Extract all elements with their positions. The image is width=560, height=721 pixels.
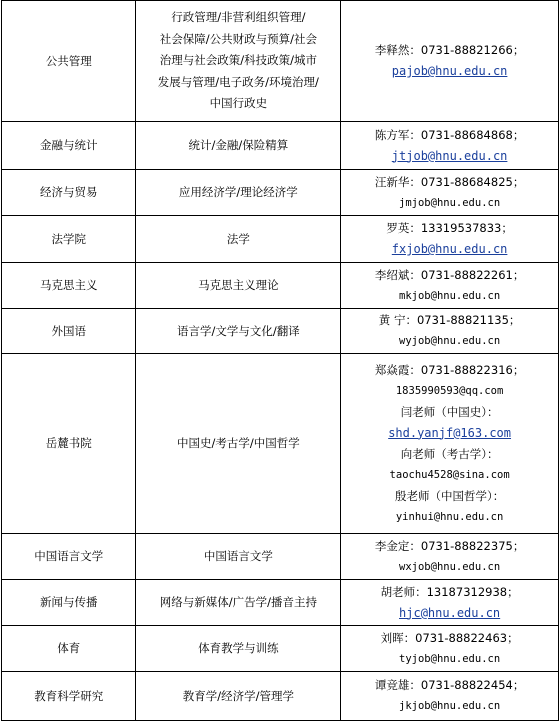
major-line: 语言学/文学与文化/翻译 <box>176 323 300 338</box>
contact-cell <box>341 580 559 626</box>
majors-cell <box>136 216 341 263</box>
major-line: 体育教学与训练 <box>198 641 279 655</box>
majors-cell <box>136 170 341 216</box>
recruitment-table <box>1 0 559 721</box>
contact-email[interactable]: shd.yanjf@163.com <box>388 425 512 440</box>
contact-email: 1835990593@qq.com <box>395 384 504 397</box>
contact-name: 李释然：0731-88821266； <box>374 43 525 57</box>
table-row <box>2 263 559 309</box>
contact-cell <box>341 170 559 216</box>
contact-name: 谭竞雄：0731-88822454； <box>374 678 525 692</box>
table-body <box>2 1 559 721</box>
contact-name: 胡老师：13187312938； <box>380 584 519 599</box>
contact-name: 闫老师（中国史）： <box>400 404 499 419</box>
contact-cell <box>341 626 559 672</box>
contact-cell <box>341 216 559 263</box>
contact-email: wxjob@hnu.edu.cn <box>399 560 501 573</box>
college-cell: 法学院 <box>2 216 136 263</box>
contact-name: 罗英：13319537833； <box>386 221 513 235</box>
majors-cell <box>136 1 341 122</box>
college-cell: 体育 <box>2 626 136 672</box>
majors-cell <box>136 626 341 672</box>
contact-cell <box>341 122 559 170</box>
major-line: 中国语言文学 <box>203 549 273 563</box>
contact-name: 李金定：0731-88822375； <box>374 538 525 553</box>
major-line: 网络与新媒体/广告学/播音主持 <box>159 595 317 609</box>
contact-name: 殷老师（中国哲学）： <box>394 488 505 503</box>
contact-cell <box>341 263 559 309</box>
table-row <box>2 309 559 354</box>
contact-name: 李绍斌：0731-88822261； <box>374 267 525 282</box>
major-line: 中国行政史 <box>209 96 268 111</box>
contact-cell <box>341 354 559 534</box>
contact-cell <box>341 534 559 580</box>
contact-name: 黄 宁：0731-88821135； <box>378 313 521 327</box>
contact-email: jkjob@hnu.edu.cn <box>399 700 501 712</box>
contact-cell <box>341 309 559 354</box>
contact-email[interactable]: hjc@hnu.edu.cn <box>399 605 501 620</box>
majors-cell <box>136 534 341 580</box>
college-cell: 外国语 <box>2 309 136 354</box>
table-row <box>2 122 559 170</box>
college-cell: 金融与统计 <box>2 122 136 170</box>
majors-cell <box>136 263 341 309</box>
table-row <box>2 626 559 672</box>
major-line: 教育学/经济学/管理学 <box>182 688 294 703</box>
contact-cell <box>341 1 559 122</box>
contact-name: 刘晖：0731-88822463； <box>380 630 519 645</box>
table-row <box>2 534 559 580</box>
contact-name: 向老师（考古学）： <box>400 446 499 461</box>
major-line: 中国史/考古学/中国哲学 <box>176 436 300 450</box>
table-row <box>2 170 559 216</box>
contact-email: tyjob@hnu.edu.cn <box>399 652 501 665</box>
college-cell: 新闻与传播 <box>2 580 136 626</box>
major-line: 马克思主义理论 <box>198 278 279 292</box>
table-row <box>2 672 559 721</box>
contact-email: jmjob@hnu.edu.cn <box>399 196 501 209</box>
majors-cell <box>136 580 341 626</box>
contact-name: 汪新华：0731-88684825； <box>374 174 525 189</box>
major-line: 法学 <box>226 231 250 246</box>
major-line: 发展与管理/电子政务/环境治理/ <box>157 74 319 89</box>
majors-cell <box>136 672 341 721</box>
table-row <box>2 216 559 263</box>
table-row <box>2 580 559 626</box>
college-cell: 经济与贸易 <box>2 170 136 216</box>
college-cell: 岳麓书院 <box>2 354 136 534</box>
contact-email: wyjob@hnu.edu.cn <box>399 335 501 347</box>
contact-cell <box>341 672 559 721</box>
major-line: 治理与社会政策/科技政策/城市 <box>159 53 317 68</box>
contact-email[interactable]: jtjob@hnu.edu.cn <box>391 148 508 163</box>
contact-email: yinhui@hnu.edu.cn <box>395 510 504 523</box>
contact-name: 陈方军：0731-88684868； <box>374 127 525 142</box>
contact-email[interactable]: pajob@hnu.edu.cn <box>391 64 508 78</box>
majors-cell <box>136 354 341 534</box>
college-cell: 公共管理 <box>2 1 136 122</box>
contact-email: taochu4528@sina.com <box>389 468 510 481</box>
majors-cell <box>136 122 341 170</box>
major-line: 应用经济学/理论经济学 <box>178 185 298 199</box>
table-row <box>2 354 559 534</box>
major-line: 统计/金融/保险精算 <box>188 138 289 152</box>
major-line: 行政管理/非营利组织管理/ <box>171 10 306 25</box>
college-cell: 马克思主义 <box>2 263 136 309</box>
college-cell: 中国语言文学 <box>2 534 136 580</box>
college-cell: 教育科学研究 <box>2 672 136 721</box>
majors-cell <box>136 309 341 354</box>
table-row <box>2 1 559 122</box>
contact-email[interactable]: fxjob@hnu.edu.cn <box>391 242 508 256</box>
contact-name: 郑焱霞：0731-88822316； <box>374 362 525 377</box>
contact-email: mkjob@hnu.edu.cn <box>399 289 501 302</box>
major-line: 社会保障/公共财政与预算/社会 <box>159 31 317 46</box>
